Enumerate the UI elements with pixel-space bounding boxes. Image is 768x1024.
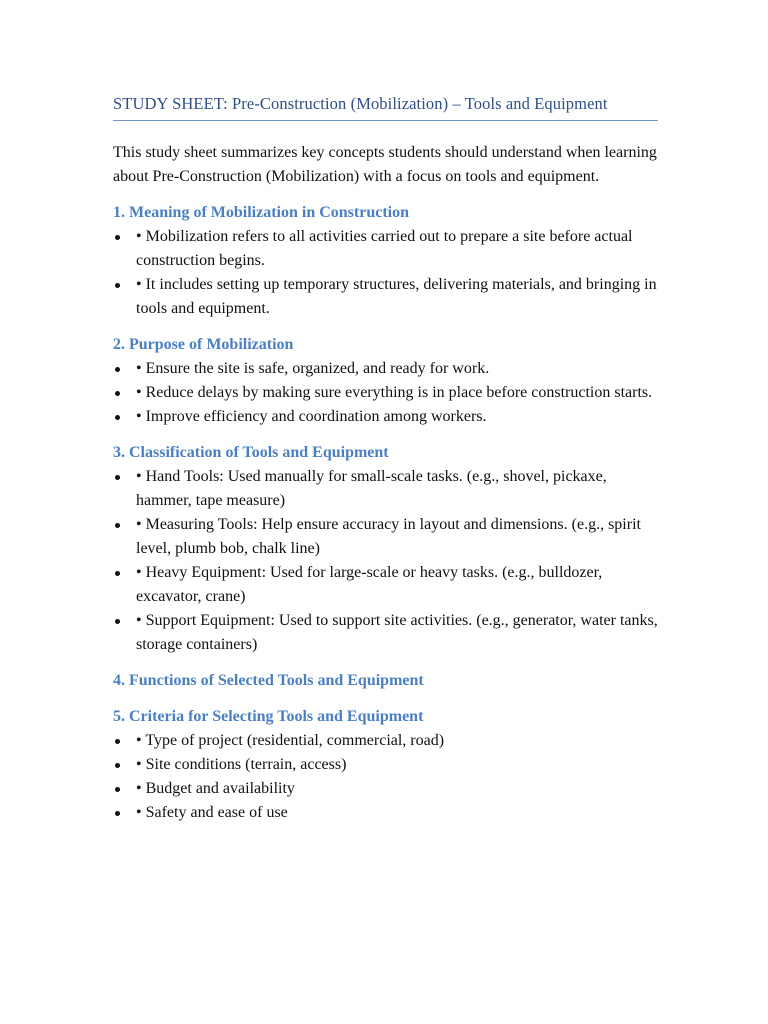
list-item-text: • Heavy Equipment: Used for large-scale or heavy tasks. (e.g., bulldozer, excavator, crane) xyxy=(136,564,603,605)
list-item xyxy=(113,357,658,381)
list-item-text: • It includes setting up temporary structures, delivering materials, and bringing in tools and equipment. xyxy=(136,276,657,317)
section-heading: 4. Functions of Selected Tools and Equipment xyxy=(113,672,424,689)
list-item-text: • Reduce delays by making sure everything is in place before construction starts. xyxy=(136,384,653,401)
bullet-icon xyxy=(115,235,120,240)
bullet-icon xyxy=(115,475,120,480)
section-functions xyxy=(113,669,658,693)
bullet-icon xyxy=(115,523,120,528)
list-item-text: • Budget and availability xyxy=(136,780,295,797)
list-item xyxy=(113,405,658,429)
list-item-text: • Site conditions (terrain, access) xyxy=(136,756,347,773)
section-purpose xyxy=(113,333,658,429)
list-item xyxy=(113,609,658,657)
bullet-list xyxy=(113,729,658,825)
section-classification xyxy=(113,441,658,657)
list-item-text: • Hand Tools: Used manually for small-scale tasks. (e.g., shovel, pickaxe, hammer, tape measure) xyxy=(136,468,607,509)
bullet-icon xyxy=(115,571,120,576)
list-item xyxy=(113,225,658,273)
bullet-icon xyxy=(115,367,120,372)
bullet-list xyxy=(113,465,658,657)
bullet-list xyxy=(113,225,658,321)
list-item xyxy=(113,273,658,321)
list-item-text: • Mobilization refers to all activities carried out to prepare a site before actual construction begins. xyxy=(136,228,633,269)
document-page xyxy=(113,93,658,825)
list-item xyxy=(113,777,658,801)
section-heading: 1. Meaning of Mobilization in Construction xyxy=(113,204,410,221)
section-heading: 5. Criteria for Selecting Tools and Equipment xyxy=(113,708,424,725)
list-item xyxy=(113,561,658,609)
intro-paragraph: This study sheet summarizes key concepts students should understand when learning about Pre-Construction (Mobilization) with a focus on tools and equipment. xyxy=(113,144,657,185)
section-heading: 2. Purpose of Mobilization xyxy=(113,336,294,353)
bullet-icon xyxy=(115,811,120,816)
bullet-icon xyxy=(115,763,120,768)
list-item xyxy=(113,465,658,513)
list-item xyxy=(113,753,658,777)
section-heading: 3. Classification of Tools and Equipment xyxy=(113,444,389,461)
bullet-icon xyxy=(115,619,120,624)
bullet-icon xyxy=(115,391,120,396)
bullet-icon xyxy=(115,415,120,420)
bullet-icon xyxy=(115,787,120,792)
list-item xyxy=(113,801,658,825)
list-item-text: • Safety and ease of use xyxy=(136,804,288,821)
list-item-text: • Measuring Tools: Help ensure accuracy in layout and dimensions. (e.g., spirit level, plumb bob, chalk line) xyxy=(136,516,641,557)
list-item xyxy=(113,729,658,753)
document-title: STUDY SHEET: Pre-Construction (Mobilization) – Tools and Equipment xyxy=(113,93,658,121)
list-item-text: • Support Equipment: Used to support site activities. (e.g., generator, water tanks, storage containers) xyxy=(136,612,658,653)
list-item xyxy=(113,513,658,561)
section-criteria xyxy=(113,705,658,825)
bullet-icon xyxy=(115,283,120,288)
list-item-text: • Ensure the site is safe, organized, and ready for work. xyxy=(136,360,490,377)
list-item-text: • Type of project (residential, commercial, road) xyxy=(136,732,445,749)
bullet-icon xyxy=(115,739,120,744)
bullet-list xyxy=(113,357,658,429)
list-item-text: • Improve efficiency and coordination among workers. xyxy=(136,408,487,425)
list-item xyxy=(113,381,658,405)
section-meaning xyxy=(113,201,658,321)
